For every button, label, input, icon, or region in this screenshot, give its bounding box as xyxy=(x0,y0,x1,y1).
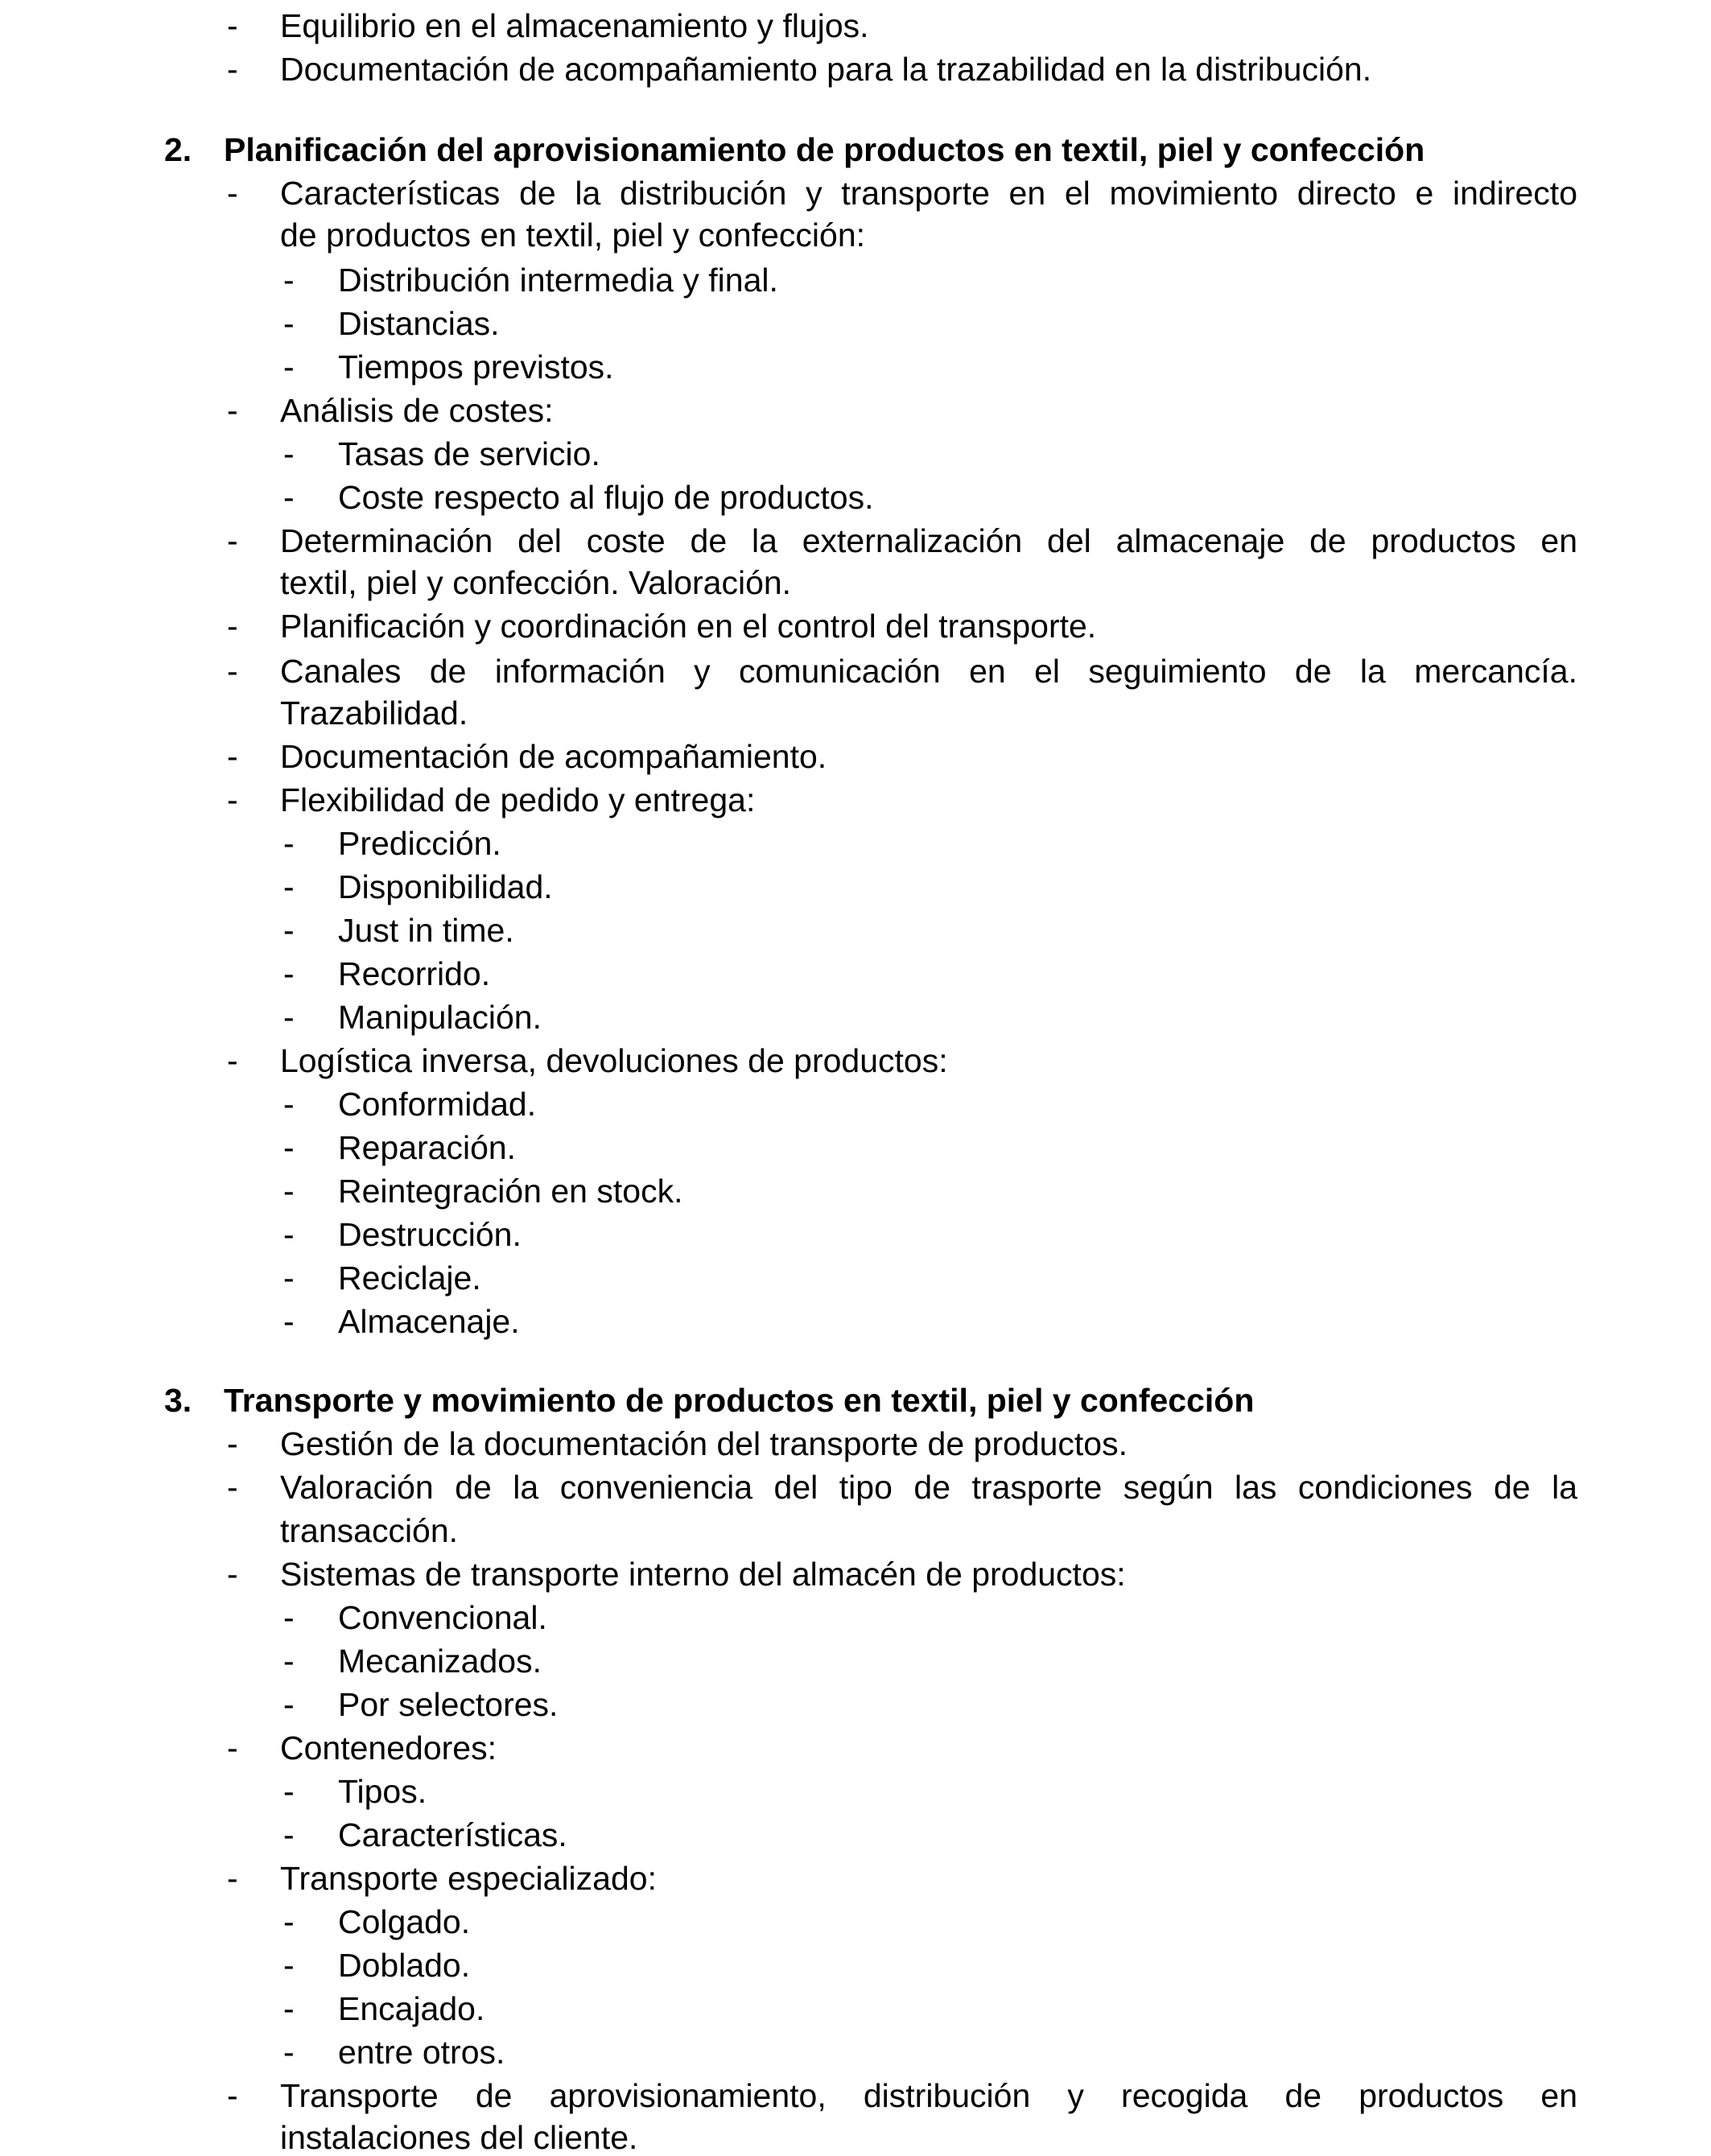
bullet-dash: - xyxy=(283,868,295,905)
sub-list-item: Disponibilidad. xyxy=(338,868,553,905)
bullet-dash: - xyxy=(227,1042,238,1079)
list-item: Equilibrio en el almacenamiento y flujos. xyxy=(280,7,869,44)
sub-list-item: Por selectores. xyxy=(338,1686,559,1723)
list-item: Sistemas de transporte interno del almacén de productos: xyxy=(280,1556,1126,1593)
list-item: textil, piel y confección. Valoración. xyxy=(280,564,792,601)
bullet-dash: - xyxy=(283,2034,295,2071)
bullet-dash: - xyxy=(227,51,238,88)
bullet-dash: - xyxy=(283,912,295,949)
sub-list-item: Encajado. xyxy=(338,1990,485,2027)
sub-list-item: Manipulación. xyxy=(338,999,542,1036)
sub-list-item: Conformidad. xyxy=(338,1086,537,1123)
sub-list-item: Coste respecto al flujo de productos. xyxy=(338,479,874,516)
bullet-dash: - xyxy=(283,1773,295,1810)
list-item: Logística inversa, devoluciones de productos: xyxy=(280,1042,948,1079)
bullet-dash: - xyxy=(283,955,295,992)
bullet-dash: - xyxy=(227,175,238,212)
bullet-dash: - xyxy=(283,1816,295,1853)
list-item: Trazabilidad. xyxy=(280,695,468,732)
section-number: 3. xyxy=(164,1382,192,1419)
bullet-dash: - xyxy=(283,1947,295,1984)
bullet-dash: - xyxy=(283,1599,295,1636)
bullet-dash: - xyxy=(283,348,295,385)
bullet-dash: - xyxy=(227,1425,238,1462)
bullet-dash: - xyxy=(283,262,295,299)
bullet-dash: - xyxy=(283,1129,295,1166)
bullet-dash: - xyxy=(227,1729,238,1766)
sub-list-item: Convencional. xyxy=(338,1599,547,1636)
bullet-dash: - xyxy=(227,1556,238,1593)
bullet-dash: - xyxy=(283,435,295,472)
list-item: Flexibilidad de pedido y entrega: xyxy=(280,781,756,818)
bullet-dash: - xyxy=(283,1903,295,1940)
bullet-dash: - xyxy=(227,653,238,690)
bullet-dash: - xyxy=(227,1860,238,1897)
sub-list-item: Almacenaje. xyxy=(338,1303,520,1340)
sub-list-item: Tipos. xyxy=(338,1773,427,1810)
sub-list-item: Tasas de servicio. xyxy=(338,435,600,472)
bullet-dash: - xyxy=(283,825,295,862)
sub-list-item: Just in time. xyxy=(338,912,514,949)
bullet-dash: - xyxy=(283,1086,295,1123)
list-item: instalaciones del cliente. xyxy=(280,2119,638,2156)
list-item: Contenedores: xyxy=(280,1729,497,1766)
list-item: Planificación y coordinación en el control del transporte. xyxy=(280,608,1097,645)
bullet-dash: - xyxy=(227,2077,238,2114)
bullet-dash: - xyxy=(283,1643,295,1680)
sub-list-item: Colgado. xyxy=(338,1903,471,1940)
sub-list-item: Distribución intermedia y final. xyxy=(338,262,778,299)
sub-list-item: Distancias. xyxy=(338,305,500,342)
list-item: Valoración de la conveniencia del tipo de trasporte según las condiciones de la xyxy=(280,1469,1577,1506)
section-number: 2. xyxy=(164,131,192,168)
section-heading: Transporte y movimiento de productos en textil, piel y confección xyxy=(224,1382,1255,1419)
bullet-dash: - xyxy=(227,608,238,645)
bullet-dash: - xyxy=(227,781,238,818)
list-item: Documentación de acompañamiento para la trazabilidad en la distribución. xyxy=(280,51,1372,88)
bullet-dash: - xyxy=(283,1686,295,1723)
list-item: Características de la distribución y transporte en el movimiento directo e indirecto xyxy=(280,175,1577,212)
bullet-dash: - xyxy=(227,7,238,44)
section-heading: Planificación del aprovisionamiento de productos en textil, piel y confección xyxy=(224,131,1425,168)
sub-list-item: entre otros. xyxy=(338,2034,505,2071)
bullet-dash: - xyxy=(283,479,295,516)
list-item: Determinación del coste de la externalización del almacenaje de productos en xyxy=(280,522,1577,559)
bullet-dash: - xyxy=(283,305,295,342)
sub-list-item: Tiempos previstos. xyxy=(338,348,614,385)
sub-list-item: Características. xyxy=(338,1816,567,1853)
list-item: transacción. xyxy=(280,1512,459,1549)
list-item: Canales de información y comunicación en el seguimiento de la mercancía. xyxy=(280,653,1577,690)
sub-list-item: Reciclaje. xyxy=(338,1259,481,1296)
sub-list-item: Predicción. xyxy=(338,825,501,862)
list-item: de productos en textil, piel y confección: xyxy=(280,216,866,254)
list-item: Transporte de aprovisionamiento, distribución y recogida de productos en xyxy=(280,2077,1577,2114)
sub-list-item: Reintegración en stock. xyxy=(338,1173,683,1210)
sub-list-item: Reparación. xyxy=(338,1129,517,1166)
bullet-dash: - xyxy=(283,1259,295,1296)
list-item: Transporte especializado: xyxy=(280,1860,657,1897)
sub-list-item: Destrucción. xyxy=(338,1216,522,1253)
bullet-dash: - xyxy=(227,738,238,775)
bullet-dash: - xyxy=(283,999,295,1036)
bullet-dash: - xyxy=(283,1173,295,1210)
bullet-dash: - xyxy=(283,1216,295,1253)
list-item: Documentación de acompañamiento. xyxy=(280,738,827,775)
bullet-dash: - xyxy=(227,522,238,559)
list-item: Análisis de costes: xyxy=(280,392,554,429)
sub-list-item: Doblado. xyxy=(338,1947,471,1984)
bullet-dash: - xyxy=(227,392,238,429)
list-item: Gestión de la documentación del transporte de productos. xyxy=(280,1425,1128,1462)
sub-list-item: Mecanizados. xyxy=(338,1643,542,1680)
bullet-dash: - xyxy=(283,1303,295,1340)
bullet-dash: - xyxy=(283,1990,295,2027)
bullet-dash: - xyxy=(227,1469,238,1506)
sub-list-item: Recorrido. xyxy=(338,955,491,992)
